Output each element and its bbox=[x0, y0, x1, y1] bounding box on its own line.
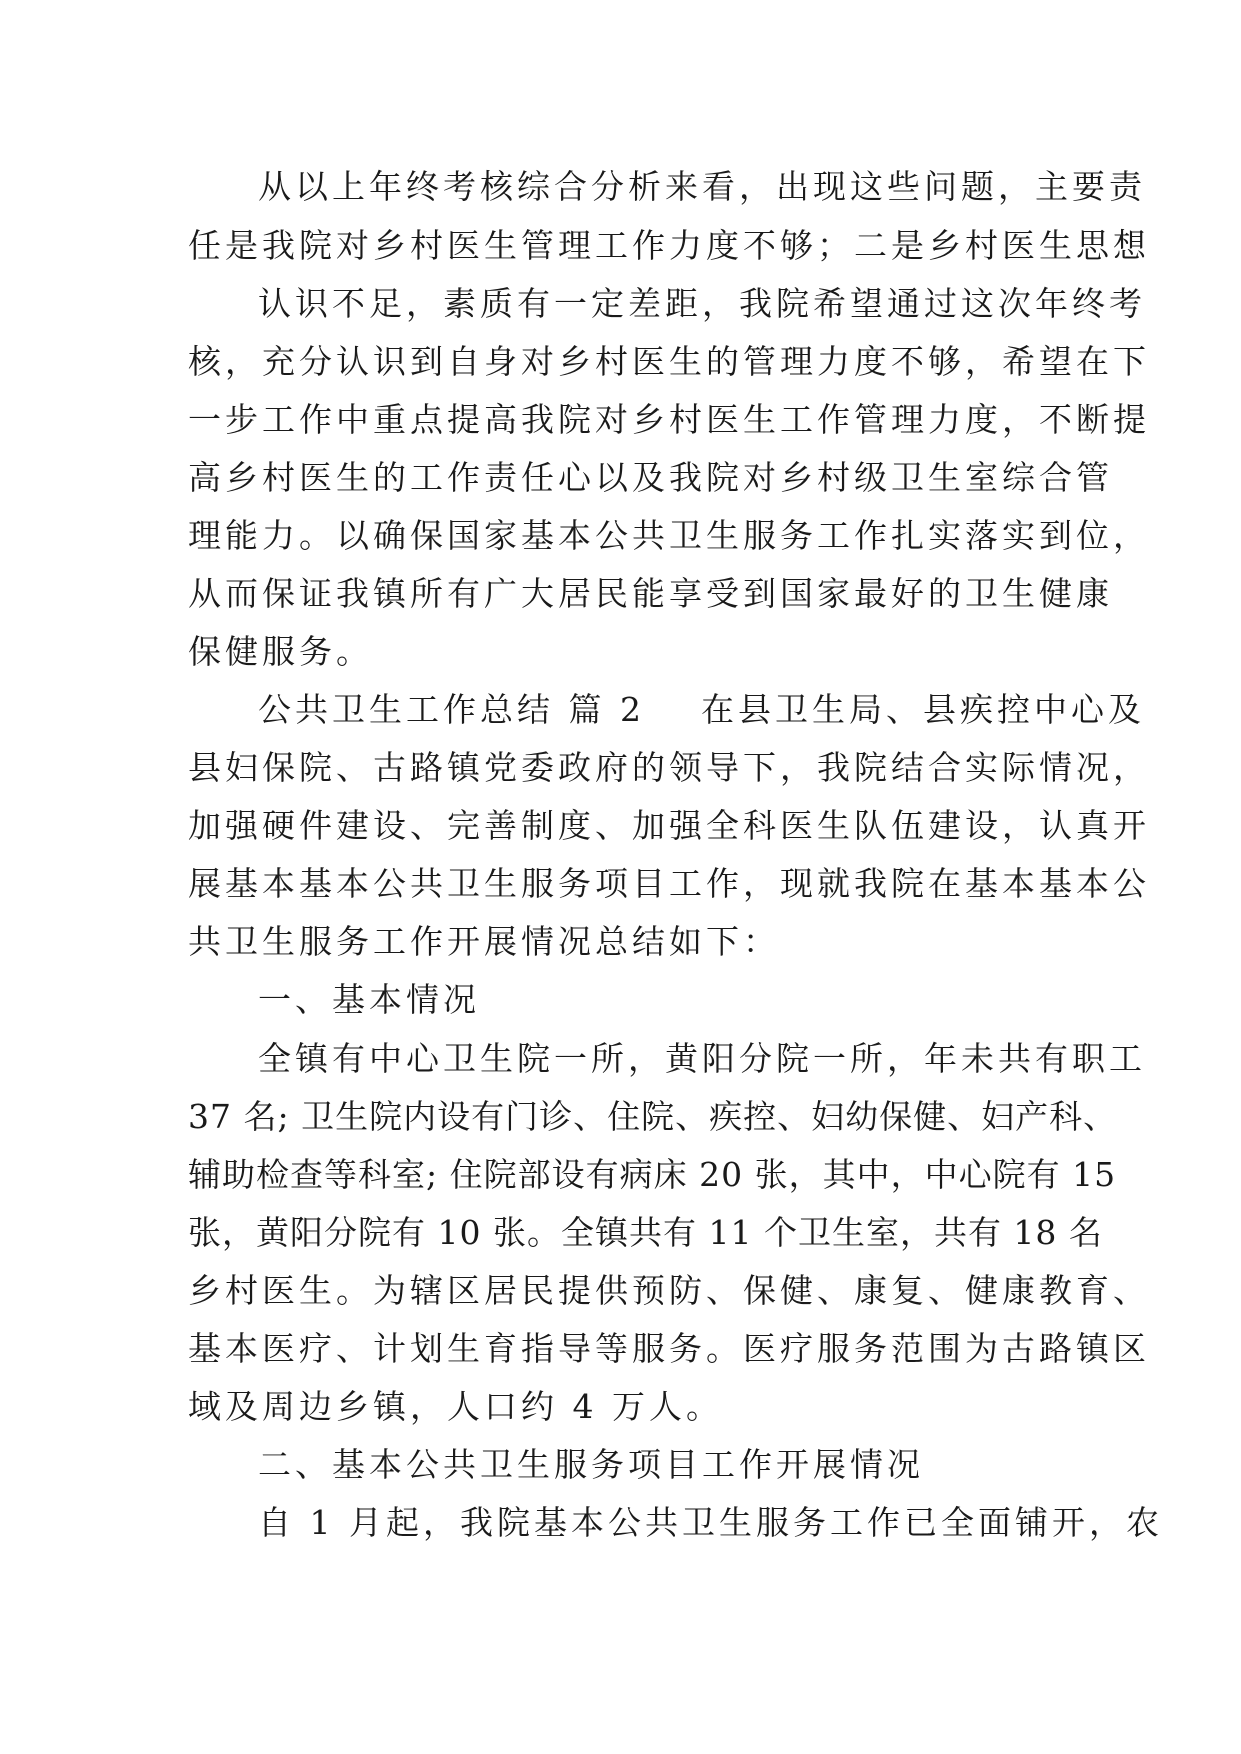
subheading: 二、基本公共卫生服务项目工作开展情况 bbox=[258, 1445, 924, 1484]
paragraph-line: 保健服务。 bbox=[188, 632, 373, 671]
paragraph-line: 任是我院对乡村医生管理工作力度不够；二是乡村医生思想 bbox=[188, 226, 1150, 265]
paragraph-line: 张，黄阳分院有 10 张。全镇共有 11 个卫生室，共有 18 名 bbox=[188, 1213, 1103, 1252]
paragraph-line: 全镇有中心卫生院一所，黄阳分院一所，年未共有职工 bbox=[258, 1039, 1146, 1078]
paragraph-line: 从以上年终考核综合分析来看，出现这些问题，主要责 bbox=[258, 167, 1146, 206]
paragraph-line: 域及周边乡镇，人口约 4 万人。 bbox=[188, 1387, 723, 1426]
paragraph-line: 一步工作中重点提高我院对乡村医生工作管理力度，不断提 bbox=[188, 400, 1150, 439]
section-heading-line bbox=[258, 690, 1145, 730]
paragraph-line: 辅助检查等科室; 住院部设有病床 20 张，其中，中心院有 15 bbox=[188, 1155, 1117, 1194]
paragraph-line: 展基本基本公共卫生服务项目工作，现就我院在基本基本公 bbox=[188, 864, 1150, 903]
section-heading: 公共卫生工作总结 篇 2 bbox=[258, 690, 645, 729]
paragraph-line: 共卫生服务工作开展情况总结如下： bbox=[188, 922, 780, 961]
paragraph-line: 理能力。以确保国家基本公共卫生服务工作扎实落实到位， bbox=[188, 516, 1150, 555]
paragraph-line: 从而保证我镇所有广大居民能享受到国家最好的卫生健康 bbox=[188, 574, 1113, 613]
paragraph-line: 基本医疗、计划生育指导等服务。医疗服务范围为古路镇区 bbox=[188, 1329, 1150, 1368]
paragraph-line: 认识不足，素质有一定差距，我院希望通过这次年终考 bbox=[258, 284, 1146, 323]
paragraph-line: 县妇保院、古路镇党委政府的领导下，我院结合实际情况， bbox=[188, 748, 1150, 787]
paragraph-line: 37 名; 卫生院内设有门诊、住院、疾控、妇幼保健、妇产科、 bbox=[188, 1097, 1118, 1136]
paragraph-line: 核，充分认识到自身对乡村医生的管理力度不够，希望在下 bbox=[188, 342, 1150, 381]
paragraph-text: 在县卫生局、县疾控中心及 bbox=[700, 690, 1145, 729]
paragraph-line: 加强硬件建设、完善制度、加强全科医生队伍建设，认真开 bbox=[188, 806, 1150, 845]
subheading: 一、基本情况 bbox=[258, 980, 480, 1019]
paragraph-line: 高乡村医生的工作责任心以及我院对乡村级卫生室综合管 bbox=[188, 458, 1113, 497]
paragraph-line: 乡村医生。为辖区居民提供预防、保健、康复、健康教育、 bbox=[188, 1271, 1150, 1310]
paragraph-line: 自 1 月起，我院基本公共卫生服务工作已全面铺开，农 bbox=[258, 1503, 1163, 1542]
